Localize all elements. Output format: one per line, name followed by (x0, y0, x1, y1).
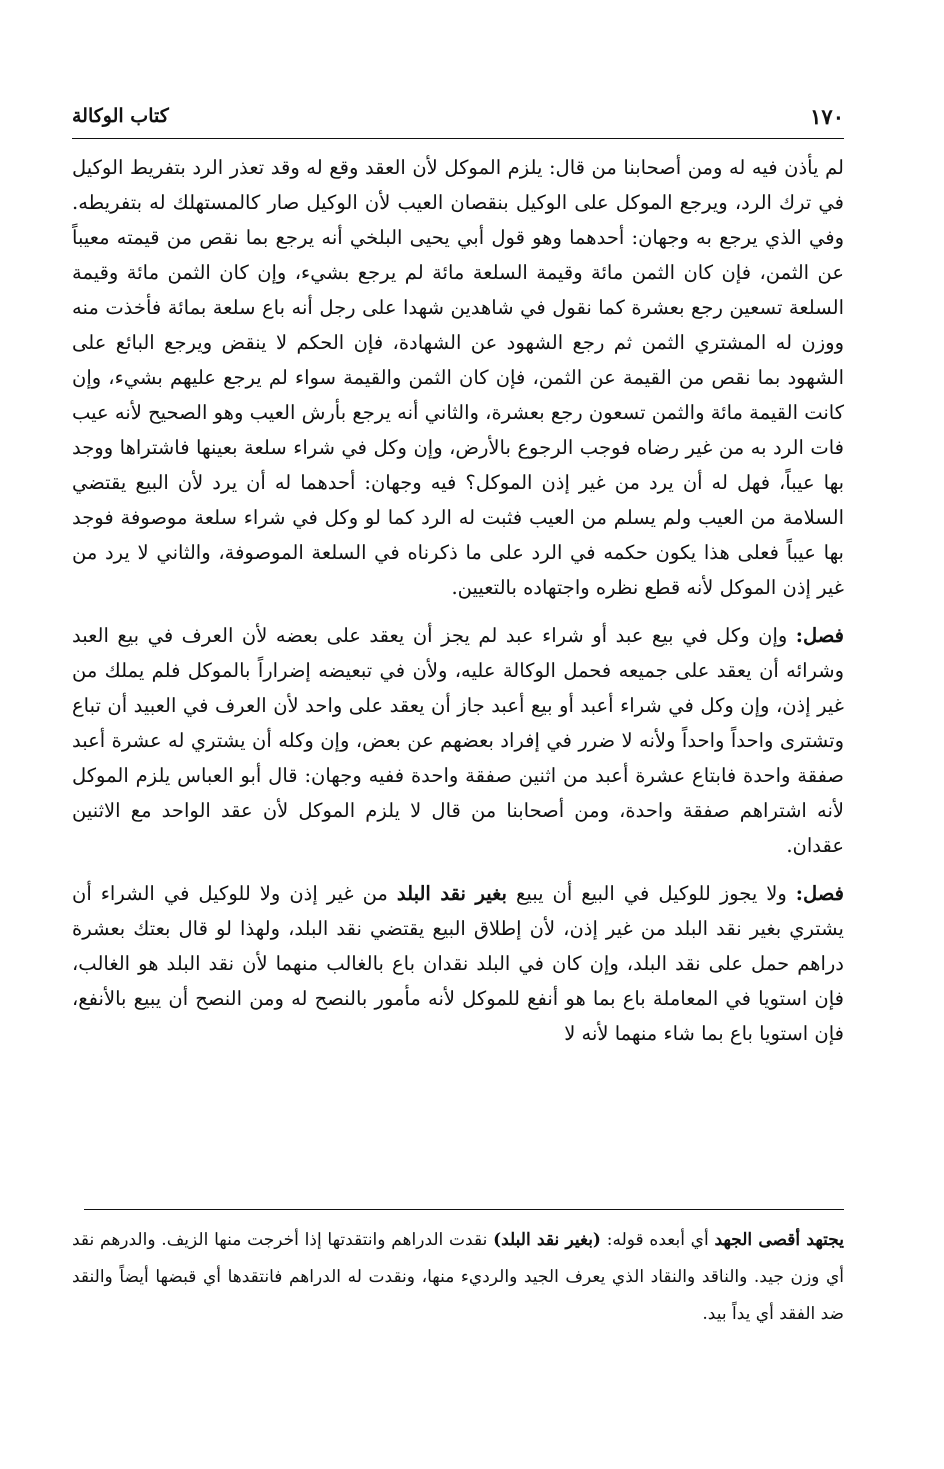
page-header (72, 96, 844, 136)
section-text: وإن وكل في بيع عبد أو شراء عبد لم يجز أن يعقد على بعضه لأن العرف في بيع العبد وشرائه أن يعقد على جميعه فحمل الوكالة عليه، ولأن في تبعيضه إضراراً بالموكل فلم يملك من غير إذن، وإن وكل في شراء أعبد أو بيع أعبد جاز أن يعقد على واحد لأن العرف في العبيد أن تباع وتشترى واحداً واحداً ولأنه لا ضرر في إفراد بعضهم عن بعض، وإن وكله أن يشتري له عشرة أعبد صفقة واحدة فابتاع عشرة أعبد من اثنين صفقة واحدة ففيه وجهان: قال أبو العباس يلزم الموكل لأنه اشتراهم صفقة واحدة، ومن أصحابنا من قال لا يلزم الموكل لأن عقد الواحد مع الاثنين عقدان. (72, 624, 844, 857)
footnote-lead-term: يجتهد أقصى الجهد (714, 1230, 845, 1250)
footnote-text: أي أبعده قوله: (600, 1230, 715, 1250)
main-text (72, 150, 844, 1051)
footnote-text: نقدت الدراهم وانتقدتها إذا أخرجت منها الزيف. والدرهم نقد أي وزن جيد. والناقد والنقاد الذي يعرف الجيد والرديء منها، ونقدت له الدراهم فانتقدها أي قبضها أيضاً والنقد ضد الفقد أي يداً بيد. (72, 1230, 844, 1324)
section-agent-local-currency (72, 876, 844, 1051)
section-text: ولا يجوز للوكيل في البيع أن يبيع (506, 882, 796, 905)
paragraph-text: لم يأذن فيه له ومن أصحابنا من قال: يلزم الموكل لأن العقد وقع له وقد تعذر الرد بتفريط الوكيل في ترك الرد، ويرجع الموكل على الوكيل بنقصان العيب لأن الوكيل صار كالمستهلك له بتفريطه. وفي الذي يرجع به وجهان: أحدهما وهو قول أبي يحيى البلخي أنه يرجع بما نقص من قيمته معيباً عن الثمن، فإن كان الثمن مائة وقيمة السلعة مائة لم يرجع بشيء، وإن كان الثمن مائة وقيمة السلعة تسعين رجع بعشرة كما نقول في شاهدين شهدا على رجل أنه باع سلعة بمائة فأخذت منه ووزن له المشتري الثمن ثم رجع الشهود عن الشهادة، فإن الحكم لا ينقض ويرجع البائع على الشهود بما نقص من القيمة عن الثمن، فإن كان الثمن والقيمة سواء لم يرجع عليهم بشيء، وإن كانت القيمة مائة والثمن تسعون رجع بعشرة، والثاني أنه يرجع بأرش العيب وهو الصحيح لأنه عيب فات الرد به من غير رضاه فوجب الرجوع بالأرض، وإن وكل في شراء سلعة بعينها فاشتراها ووجد بها عيباً، فهل له أن يرد من غير إذن الموكل؟ فيه وجهان: أحدهما له أن يرد لأن البيع يقتضي السلامة من العيب ولم يسلم من العيب فثبت له الرد كما لو وكل في شراء سلعة موصوفة فوجد بها عيباً فعلى هذا يكون حكمه في الرد على ما ذكرناه في السلعة الموصوفة، والثاني لا يرد من غير إذن الموكل لأنه قطع نظره واجتهاده بالتعيين. (72, 156, 844, 599)
paragraph-continuation (72, 150, 844, 605)
section-agent-slave-sale (72, 618, 844, 863)
footnote-divider (84, 1209, 844, 1210)
header-divider (72, 138, 844, 139)
footnote (72, 1222, 844, 1333)
section-heading: فصل: (795, 624, 844, 647)
page-number: ١٧٠ (810, 103, 844, 129)
chapter-title: كتاب الوكالة (72, 105, 169, 127)
section-text: من غير إذن ولا للوكيل في الشراء أن يشتري بغير نقد البلد من غير إذن، لأن إطلاق البيع يقتضي نقد البلد، ولهذا لو قال بعتك بعشرة دراهم حمل على نقد البلد، وإن كان في البلد نقدان باع بالغالب منهما لأن نقد البلد هو الغالب، فإن استويا في المعاملة باع بما هو أنفع للموكل لأنه مأمور بالنصح له ومن النصح أن يبيع بالأنفع، فإن استويا باع بما شاء منهما لأنه لا (72, 882, 844, 1045)
footnote-term: (بغير نقد البلد) (493, 1230, 601, 1250)
section-heading: فصل: (795, 882, 844, 905)
emphasized-term: بغير نقد البلد (396, 882, 507, 905)
